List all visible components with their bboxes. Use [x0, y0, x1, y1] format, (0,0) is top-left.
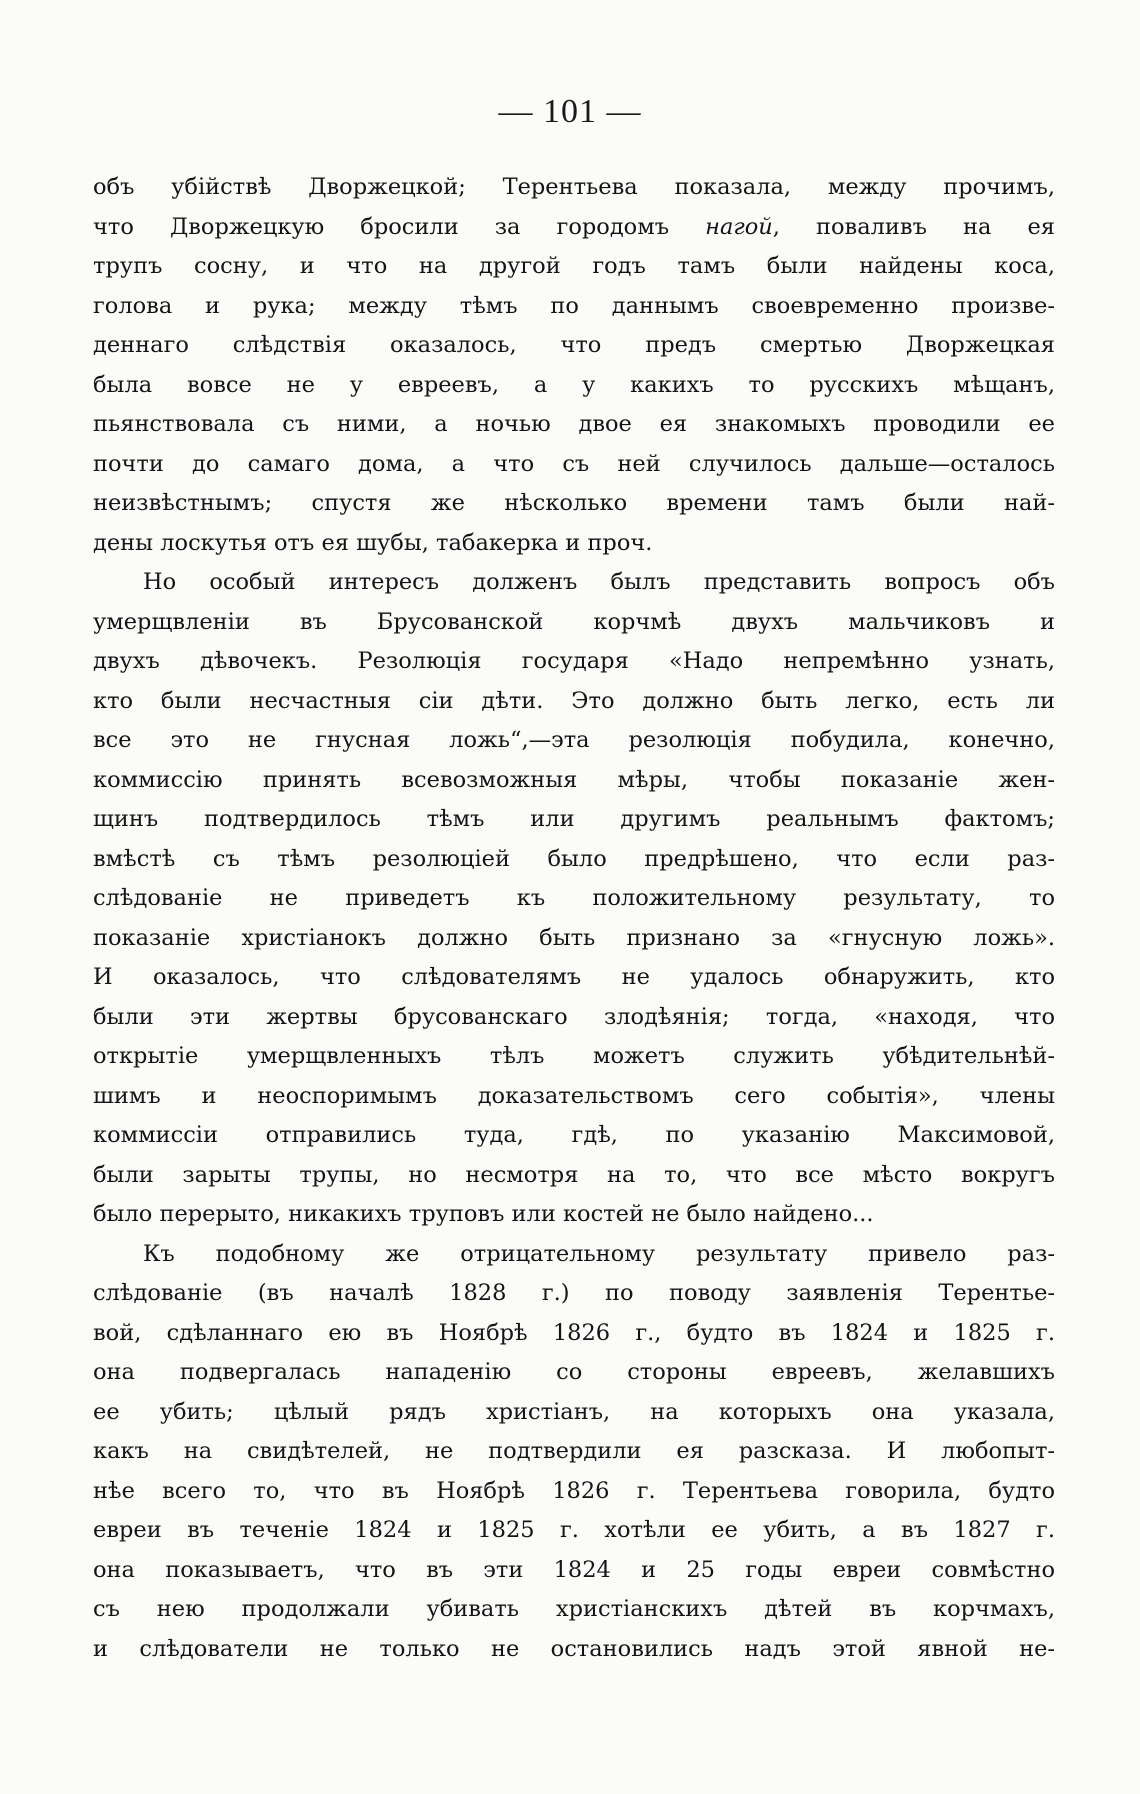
text-line: почти до самаго дома, а что съ ней случилось дальше—осталось	[93, 450, 1055, 477]
text-line: нѣе всего то, что въ Ноябрѣ 1826 г. Терентьева говорила, будто	[93, 1477, 1055, 1504]
text-line: была вовсе не у евреевъ, а у какихъ то русскихъ мѣщанъ,	[93, 371, 1055, 398]
paragraph-end-line: было перерыто, никакихъ труповъ или костей не было найдено...	[93, 1201, 874, 1227]
text-line: объ убійствѣ Дворжецкой; Терентьева показала, между прочимъ,	[93, 174, 1055, 200]
page-number: — 101 —	[498, 93, 642, 130]
text-line: пьянствовала съ ними, а ночью двое ея знакомыхъ проводили ее	[93, 411, 1055, 437]
text-line: открытіе умерщвленныхъ тѣлъ можетъ служить убѣдительнѣй-	[93, 1043, 1055, 1069]
text-line: что Дворжецкую бросили за городомъ нагой, поваливъ на ея	[93, 213, 1055, 240]
text-line: деннаго слѣдствія оказалось, что предъ смертью Дворжецкая	[93, 332, 1055, 358]
text-line: коммиссіи отправились туда, гдѣ, по указанію Максимовой,	[93, 1122, 1055, 1148]
text-line: съ нею продолжали убивать христіанскихъ дѣтей въ корчмахъ,	[93, 1596, 1055, 1622]
text-line: были зарыты трупы, но несмотря на то, что все мѣсто вокругъ	[93, 1161, 1055, 1188]
text-line: щинъ подтвердилось тѣмъ или другимъ реальнымъ фактомъ;	[93, 806, 1055, 832]
text-line: были эти жертвы брусованскаго злодѣянія; тогда, «находя, что	[93, 1003, 1055, 1030]
emphasized-word: нагой	[705, 213, 773, 240]
text-line: И оказалось, что слѣдователямъ не удалось обнаружить, кто	[93, 964, 1055, 990]
text-line: вой, сдѣланнаго ею въ Ноябрѣ 1826 г., будто въ 1824 и 1825 г.	[93, 1319, 1055, 1346]
text-line: она подвергалась нападенію со стороны евреевъ, желавшихъ	[93, 1359, 1055, 1385]
text-line: показаніе христіанокъ должно быть признано за «гнусную ложь».	[93, 924, 1055, 951]
text-line: евреи въ теченіе 1824 и 1825 г. хотѣли ее убить, а въ 1827 г.	[93, 1517, 1055, 1543]
text-line: все это не гнусная ложь“,—эта резолюція побудила, конечно,	[93, 727, 1055, 753]
text-line: голова и рука; между тѣмъ по даннымъ своевременно произве-	[93, 292, 1055, 319]
text-line: слѣдованіе (въ началѣ 1828 г.) по поводу заявленія Терентье-	[93, 1280, 1055, 1306]
paragraph-end-line: дены лоскутья отъ ея шубы, табакерка и проч.	[93, 529, 653, 556]
text-line: вмѣстѣ съ тѣмъ резолюціей было предрѣшено, что если раз-	[93, 845, 1055, 872]
text-line: ее убить; цѣлый рядъ христіанъ, на которыхъ она указала,	[93, 1398, 1055, 1425]
text-line: коммиссію принять всевозможныя мѣры, чтобы показаніе жен-	[93, 766, 1055, 793]
paragraph-start-line: Къ подобному же отрицательному результату привело раз-	[143, 1240, 1055, 1267]
text-line: она показываетъ, что въ эти 1824 и 25 годы евреи совмѣстно	[93, 1556, 1055, 1583]
text-line: умерщвленіи въ Брусованской корчмѣ двухъ мальчиковъ и	[93, 608, 1055, 635]
text-line: кто были несчастныя сіи дѣти. Это должно быть легко, есть ли	[93, 687, 1055, 714]
text-line: какъ на свидѣтелей, не подтвердили ея разсказа. И любопыт-	[93, 1438, 1055, 1464]
text-line: неизвѣстнымъ; спустя же нѣсколько времени тамъ были най-	[93, 490, 1055, 516]
paragraph-start-line: Но особый интересъ долженъ былъ представить вопросъ объ	[143, 569, 1055, 595]
text-line: слѣдованіе не приведетъ къ положительному результату, то	[93, 885, 1055, 911]
text-line: трупъ сосну, и что на другой годъ тамъ были найдены коса,	[93, 253, 1055, 279]
text-line: шимъ и неоспоримымъ доказательствомъ сего событія», члены	[93, 1082, 1055, 1109]
text-line: и слѣдователи не только не остановились надъ этой явной не-	[93, 1635, 1055, 1662]
text-line: двухъ дѣвочекъ. Резолюція государя «Надо непремѣнно узнать,	[93, 648, 1055, 674]
body-text	[93, 168, 1055, 1669]
